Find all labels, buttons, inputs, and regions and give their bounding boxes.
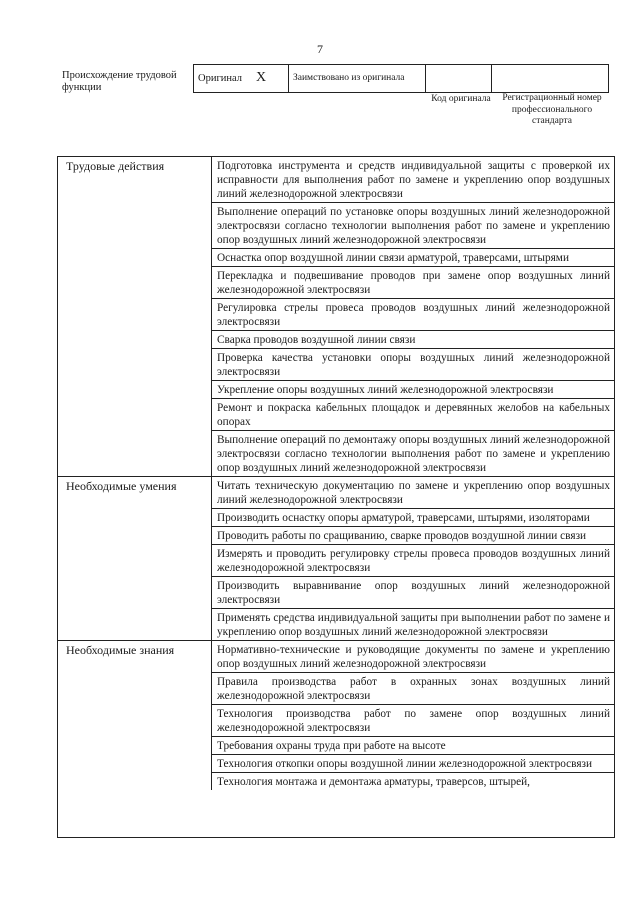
original-cell bbox=[194, 65, 289, 93]
list-item: Подготовка инструмента и средств индивидуальной защиты с проверкой их исправности для выполнения работ по замене и укреплению опор воздушных линий железнодорожной электросвязи bbox=[212, 157, 614, 203]
section-label: Трудовые действия bbox=[58, 157, 212, 477]
section-items bbox=[212, 477, 615, 641]
list-item: Технология производства работ по замене опор воздушных линий железнодорожной электросвязи bbox=[212, 705, 614, 737]
code-caption: Код оригинала bbox=[431, 94, 491, 104]
list-item: Производить оснастку опоры арматурой, траверсами, штырями, изоляторами bbox=[212, 509, 614, 527]
section-row bbox=[58, 477, 614, 641]
section-label: Необходимые умения bbox=[58, 477, 212, 641]
section-label: Необходимые знания bbox=[58, 641, 212, 791]
page-number: 7 bbox=[317, 42, 323, 56]
list-item: Производить выравнивание опор воздушных линий железнодорожной электросвязи bbox=[212, 577, 614, 609]
list-item: Проверка качества установки опоры воздушных линий железнодорожной электросвязи bbox=[212, 349, 614, 381]
section-row bbox=[58, 641, 614, 791]
section-row bbox=[58, 157, 614, 477]
code-cell bbox=[426, 65, 492, 93]
list-item: Оснастка опор воздушной линии связи арматурой, траверсами, штырями bbox=[212, 249, 614, 267]
list-item: Сварка проводов воздушной линии связи bbox=[212, 331, 614, 349]
list-item: Проводить работы по сращиванию, сварке проводов воздушной линии связи bbox=[212, 527, 614, 545]
section-items bbox=[212, 157, 615, 477]
list-item: Ремонт и покраска кабельных площадок и деревянных желобов на кабельных опорах bbox=[212, 399, 614, 431]
list-item: Выполнение операций по демонтажу опоры воздушных линий железнодорожной электросвязи согласно технологии выполнения работ по замене и укреплению опор воздушных линий железнодорожной электросвязи bbox=[217, 434, 610, 474]
section-items bbox=[212, 641, 615, 791]
list-item: Укрепление опоры воздушных линий железнодорожной электросвязи bbox=[212, 381, 614, 399]
list-item: Выполнение операций по установке опоры воздушных линий железнодорожной электросвязи согласно технологии выполнения работ по замене и укреплению опор воздушных линий железнодорожной электросвязи bbox=[212, 203, 614, 249]
list-item: Перекладка и подвешивание проводов при замене опор воздушных линий железнодорожной электросвязи bbox=[212, 267, 614, 299]
list-item: Нормативно-технические и руководящие документы по замене и укреплению опор воздушных линий железнодорожной электросвязи bbox=[212, 641, 614, 673]
list-item: Регулировка стрелы провеса проводов воздушных линий железнодорожной электросвязи bbox=[212, 299, 614, 331]
list-item: Технология откопки опоры воздушной линии железнодорожной электросвязи bbox=[212, 755, 614, 773]
origin-table bbox=[193, 64, 609, 93]
origin-label: Происхождение трудовой функции bbox=[62, 70, 177, 93]
original-label: Оригинал bbox=[198, 73, 242, 84]
reg-number-cell bbox=[492, 65, 609, 93]
functions-table bbox=[57, 156, 615, 838]
list-item: Применять средства индивидуальной защиты при выполнении работ по замене и укреплению опор воздушных линий железнодорожной электросвязи bbox=[217, 612, 610, 638]
list-item: Измерять и проводить регулировку стрелы провеса проводов воздушных линий железнодорожной электросвязи bbox=[212, 545, 614, 577]
list-item: Требования охраны труда при работе на высоте bbox=[212, 737, 614, 755]
list-item: Правила производства работ в охранных зонах воздушных линий железнодорожной электросвязи bbox=[212, 673, 614, 705]
list-item: Читать техническую документацию по замене и укреплению опор воздушных линий железнодорожной электросвязи bbox=[212, 477, 614, 509]
original-mark: X bbox=[256, 70, 267, 85]
borrowed-cell: Заимствовано из оригинала bbox=[289, 65, 426, 93]
reg-number-caption: Регистрационный номер профессионального стандарта bbox=[502, 93, 602, 126]
list-item: Технология монтажа и демонтажа арматуры, траверсов, штырей, bbox=[217, 776, 530, 788]
